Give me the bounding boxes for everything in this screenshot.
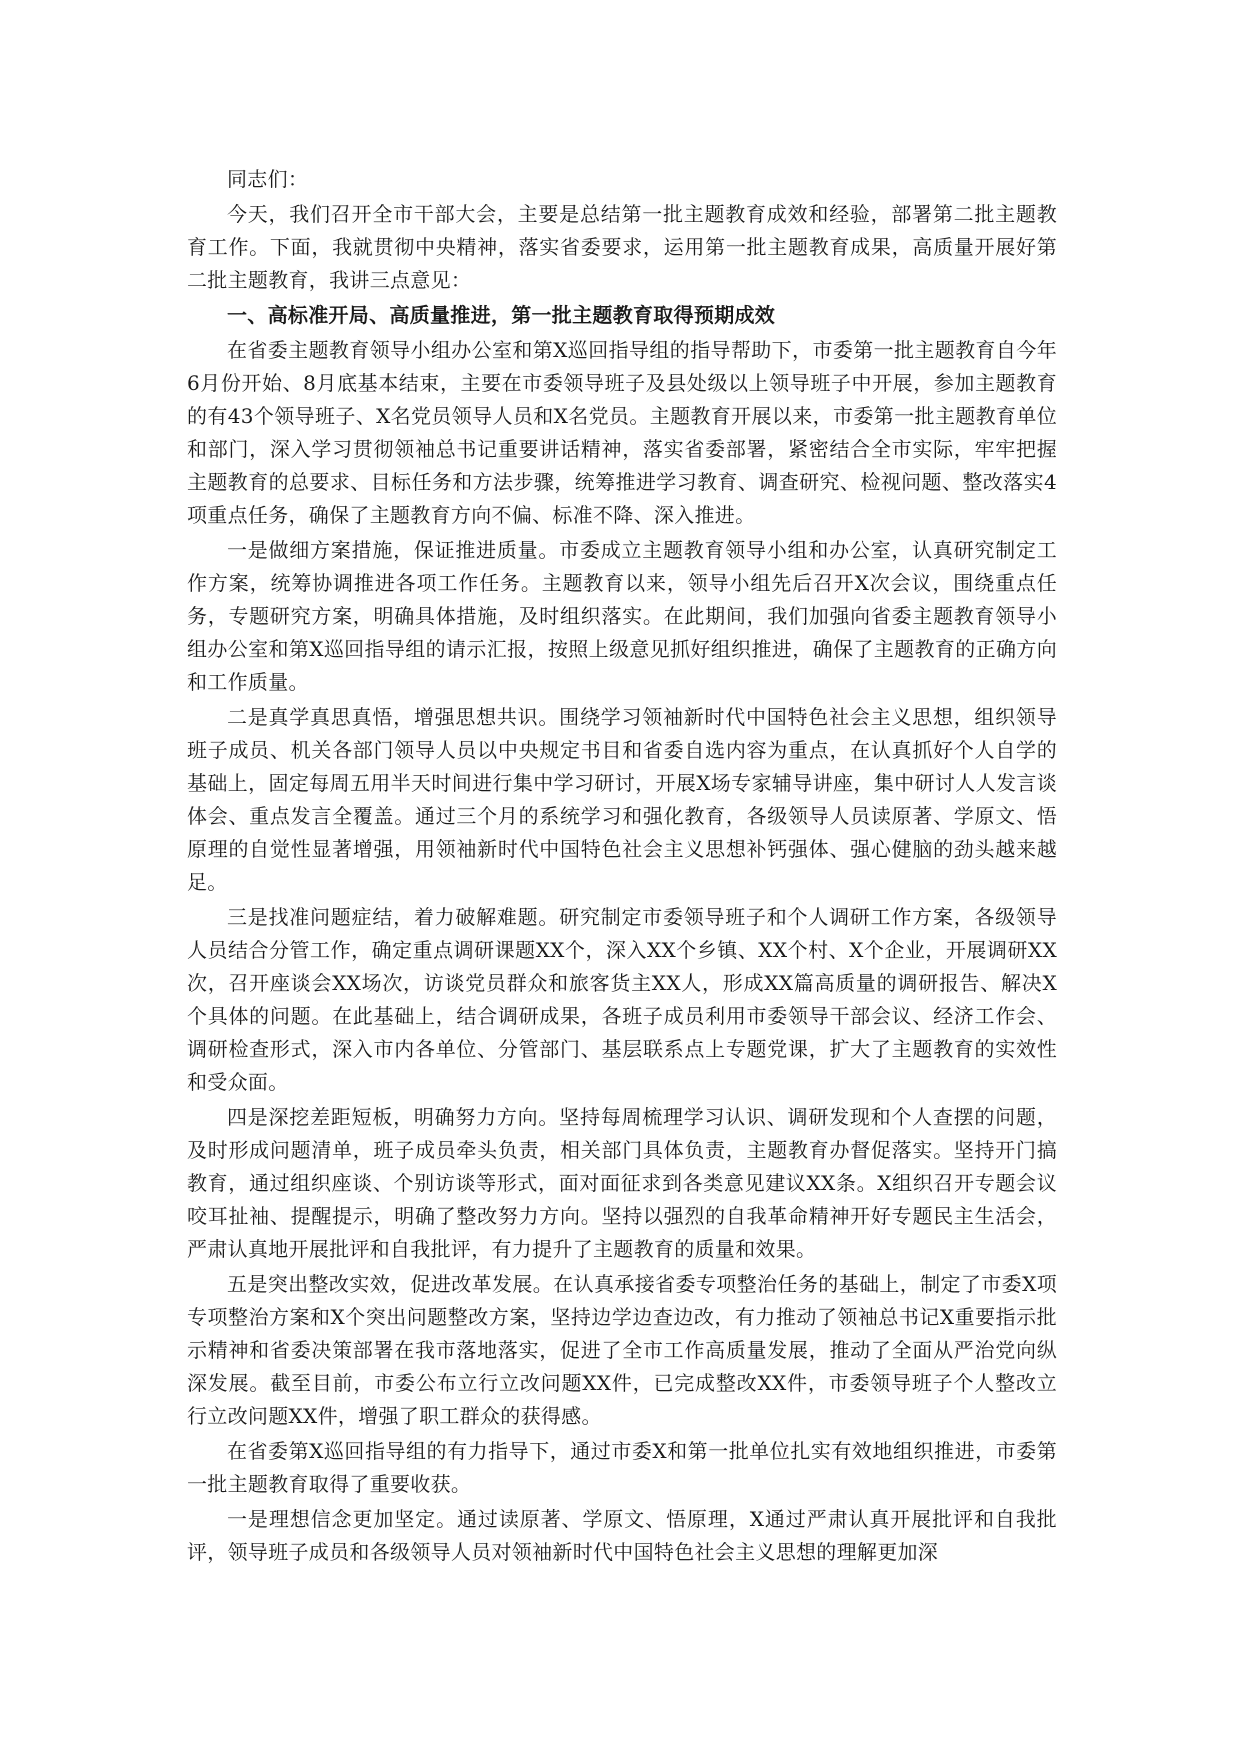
paragraph-intro: 今天，我们召开全市干部大会，主要是总结第一批主题教育成效和经验，部署第二批主题教育工作。下面，我就贯彻中央精神，落实省委要求，运用第一批主题教育成果，高质量开展好第二批主题教育，我讲三点意见： (187, 202, 1057, 292)
paragraph-summary: 在省委第X巡回指导组的有力指导下，通过市委X和第一批单位扎实有效地组织推进，市委第一批主题教育取得了重要收获。 (187, 1439, 1057, 1496)
section-heading-1: 一、高标准开局、高质量推进，第一批主题教育取得预期成效 (227, 303, 776, 327)
salutation: 同志们： (227, 167, 309, 191)
paragraph-overview: 在省委主题教育领导小组办公室和第X巡回指导组的指导帮助下，市委第一批主题教育自今年6月份开始、8月底基本结束，主要在市委领导班子及县处级以上领导班子中开展，参加主题教育的有43个领导班子、X名党员领导人员和X名党员。主题教育开展以来，市委第一批主题教育单位和部门，深入学习贯彻领袖总书记重要讲话精神，落实省委部署，紧密结合全市实际，牢牢把握主题教育的总要求、目标任务和方法步骤，统筹推进学习教育、调查研究、检视问题、整改落实4项重点任务，确保了主题教育方向不偏、标准不降、深入推进。 (187, 338, 1057, 527)
paragraph-point-3: 三是找准问题症结，着力破解难题。研究制定市委领导班子和个人调研工作方案，各级领导人员结合分管工作，确定重点调研课题XX个，深入XX个乡镇、XX个村、X个企业，开展调研XX次，召开座谈会XX场次，访谈党员群众和旅客货主XX人，形成XX篇高质量的调研报告、解决X个具体的问题。在此基础上，结合调研成果，各班子成员利用市委领导干部会议、经济工作会、调研检查形式，深入市内各单位、分管部门、基层联系点上专题党课，扩大了主题教育的实效性和受众面。 (187, 905, 1057, 1094)
document-page (187, 163, 1057, 1569)
paragraph-point-5: 五是突出整改实效，促进改革发展。在认真承接省委专项整治任务的基础上，制定了市委X项专项整治方案和X个突出问题整改方案，坚持边学边查边改，有力推动了领袖总书记X重要指示批示精神和省委决策部署在我市落地落实，促进了全市工作高质量发展，推动了全面从严治党向纵深发展。截至目前，市委公布立行立改问题XX件，已完成整改XX件，市委领导班子个人整改立行立改问题XX件，增强了职工群众的获得感。 (187, 1272, 1057, 1428)
paragraph-gain-1: 一是理想信念更加坚定。通过读原著、学原文、悟原理，X通过严肃认真开展批评和自我批评，领导班子成员和各级领导人员对领袖新时代中国特色社会主义思想的理解更加深 (187, 1507, 1057, 1564)
paragraph-point-4: 四是深挖差距短板，明确努力方向。坚持每周梳理学习认识、调研发现和个人查摆的问题，及时形成问题清单，班子成员牵头负责，相关部门具体负责，主题教育办督促落实。坚持开门搞教育，通过组织座谈、个别访谈等形式，面对面征求到各类意见建议XX条。X组织召开专题会议咬耳扯袖、提醒提示，明确了整改努力方向。坚持以强烈的自我革命精神开好专题民主生活会，严肃认真地开展批评和自我批评，有力提升了主题教育的质量和效果。 (187, 1105, 1057, 1261)
paragraph-point-1: 一是做细方案措施，保证推进质量。市委成立主题教育领导小组和办公室，认真研究制定工作方案，统筹协调推进各项工作任务。主题教育以来，领导小组先后召开X次会议，围绕重点任务，专题研究方案，明确具体措施，及时组织落实。在此期间，我们加强向省委主题教育领导小组办公室和第X巡回指导组的请示汇报，按照上级意见抓好组织推进，确保了主题教育的正确方向和工作质量。 (187, 538, 1057, 694)
paragraph-point-2: 二是真学真思真悟，增强思想共识。围绕学习领袖新时代中国特色社会主义思想，组织领导班子成员、机关各部门领导人员以中央规定书目和省委自选内容为重点，在认真抓好个人自学的基础上，固定每周五用半天时间进行集中学习研讨，开展X场专家辅导讲座，集中研讨人人发言谈体会、重点发言全覆盖。通过三个月的系统学习和强化教育，各级领导人员读原著、学原文、悟原理的自觉性显著增强，用领袖新时代中国特色社会主义思想补钙强体、强心健脑的劲头越来越足。 (187, 705, 1057, 894)
